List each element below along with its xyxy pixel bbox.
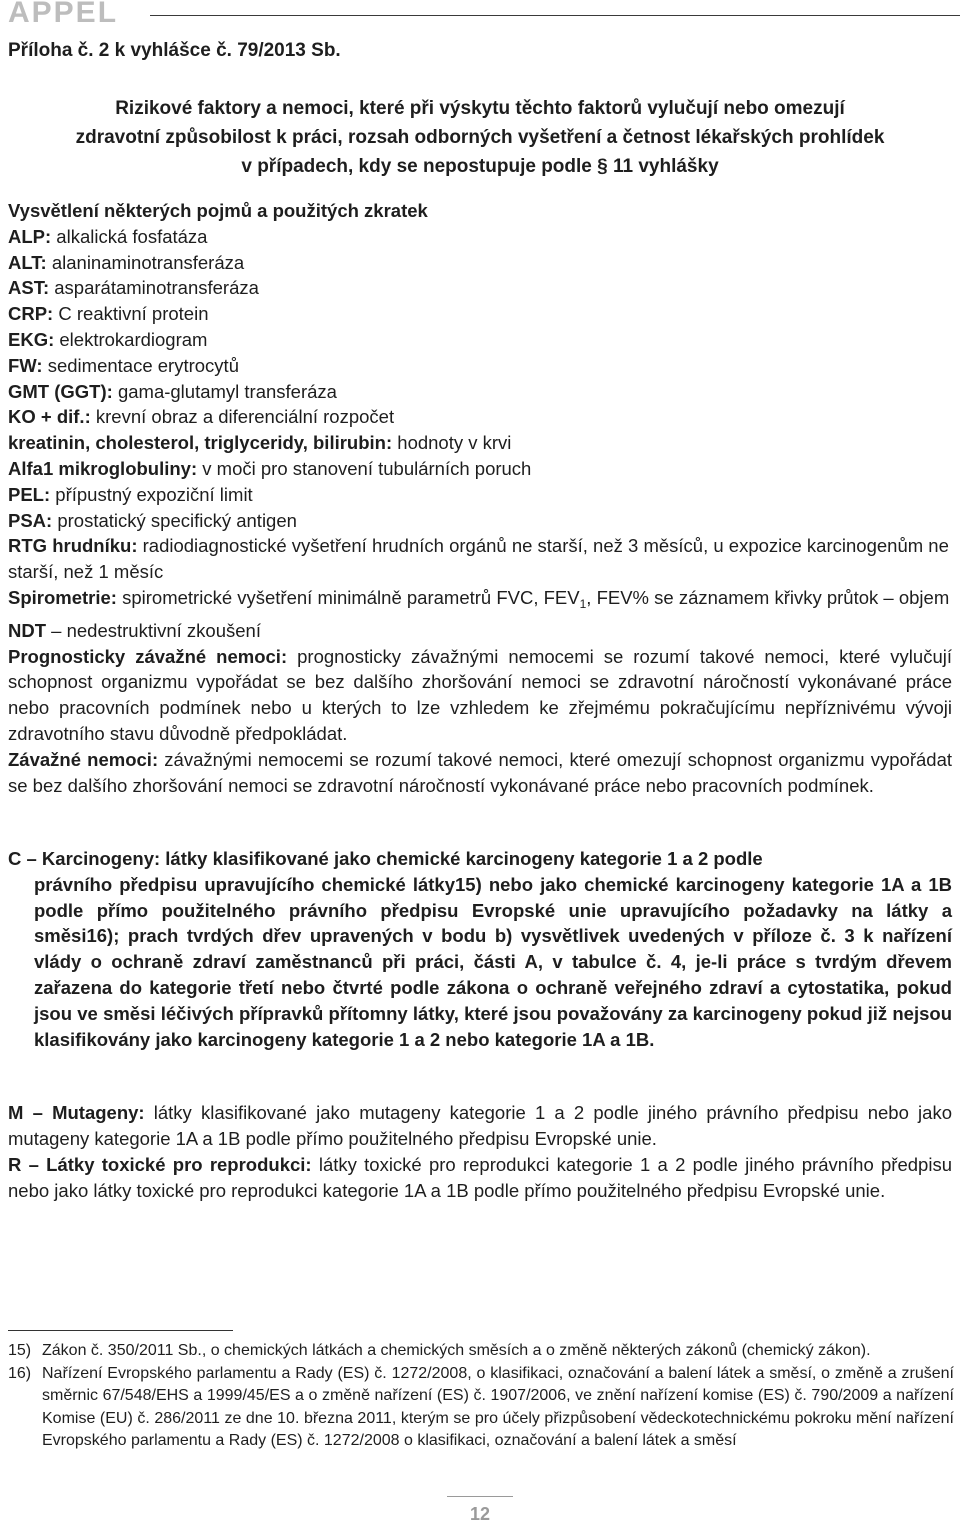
title-line: zdravotní způsobilost k práci, rozsah odborných vyšetření a četnost lékařských prohlídek [75, 127, 885, 148]
category-c-carcinogens: C – Karcinogeny: látky klasifikované jako chemické karcinogeny kategorie 1 a 2 podle právního předpisu upravujícího chemické látky15) nebo jako chemické karcinogeny kategorie 1A a 1B podle přímo použitelného právního předpisu Evropské unie upravujícího požadavky na látky a směsi16); prach tvrdých dřev upravených v bodu b) vysvětlivek uvedených v příloze č. 3 k nařízení vlády o ochraně zdraví zaměstnanců při práci, části A, v tabulce č. 4, je-li práce s tvrdým dřevem zařazena do kategorie třetí nebo čtvrté podle zákona o ochraně veřejného zdraví a cytostatika, pokud jsou ve směsi léčivých přípravků přítomny látky, které jsou považovány za karcinogeny pokud již nejsou klasifikovány jako karcinogeny kategorie 1 a 2 nebo kategorie 1A a 1B. [8, 846, 952, 1052]
category-m-text: látky klasifikované jako mutageny kategorie 1 a 2 podle jiného právního předpisu nebo jako mutageny kategorie 1A a 1B podle přímo použitelného předpisu Evropské unie. [8, 1102, 952, 1149]
page-number: 12 [469, 1504, 491, 1524]
page-title [0, 94, 960, 181]
footnote-number: 16) [8, 1364, 32, 1382]
category-r-reproductive-toxicants [8, 1152, 952, 1204]
category-m-label: M – Mutageny: [8, 1102, 145, 1123]
glossary-heading: Vysvětlení některých pojmů a použitých zkratek [8, 200, 428, 221]
category-r-label: R – Látky toxické pro reprodukci: [8, 1154, 312, 1175]
page-number-rule [447, 1496, 513, 1497]
glossary-item-blood-values: kreatinin, cholesterol, triglyceridy, bilirubin: hodnoty v krvi [8, 432, 512, 454]
glossary-item-alt: ALT: alaninaminotransferáza [8, 251, 245, 273]
footnote-separator [8, 1330, 233, 1331]
glossary-section [8, 198, 952, 798]
header-rule [150, 15, 960, 16]
category-c-label: C – Karcinogeny: [8, 848, 161, 869]
category-c-text: právního předpisu upravujícího chemické látky15) nebo jako chemické karcinogeny kategorie 1A a 1B podle přímo použitelného právního předpisu Evropské unie upravujícího požadavky na látky a směsi16); prach tvrdých dřev upravených v bodu b) vysvětlivek uvedených v příloze č. 3 k nařízení vlády o ochraně zdraví zaměstnanců při práci, části A, v tabulce č. 4, je-li práce s tvrdým dřevem zařazena do kategorie třetí nebo čtvrté podle zákona o ochraně veřejného zdraví a cytostatika, pokud jsou ve směsi léčivých přípravků přítomny látky, které jsou považovány za karcinogeny pokud již nejsou klasifikovány jako karcinogeny kategorie 1 a 2 nebo kategorie 1A a 1B. [34, 873, 952, 1050]
glossary-item-ekg: EKG: elektrokardiogram [8, 328, 208, 350]
glossary-item-pel: PEL: přípustný expoziční limit [8, 483, 253, 505]
title-line: Rizikové faktory a nemoci, které při výskytu těchto faktorů vylučují nebo omezují [115, 98, 845, 119]
glossary-item-rtg: RTG hrudníku: radiodiagnostické vyšetření hrudních orgánů ne starší, než 3 měsíců, u expozice karcinogenům ne starší, než 1 měsíc [8, 535, 949, 583]
category-m-mutagens [8, 1100, 952, 1152]
annex-subtitle: Příloha č. 2 k vyhlášce č. 79/2013 Sb. [8, 40, 341, 61]
glossary-item-psa: PSA: prostatický specifický antigen [8, 509, 297, 531]
glossary-item-serious-diseases: Závažné nemoci: závažnými nemocemi se rozumí takové nemoci, které omezují schopnost organizmu vypořádat se bez dalšího zhoršování nemoci se zdravotní náročností vykonávané práce nebo pracovních podmínek. [8, 748, 953, 796]
brand-logo: APPEL [8, 0, 119, 29]
glossary-item-alfa1: Alfa1 mikroglobuliny: v moči pro stanovení tubulárních poruch [8, 457, 532, 479]
footnote-15 [8, 1340, 954, 1363]
glossary-item-alp: ALP: alkalická fosfatáza [8, 225, 208, 247]
footnote-16 [8, 1363, 954, 1453]
glossary-item-prognostic-diseases: Prognosticky závažné nemoci: prognosticky závažnými nemocemi se rozumí takové nemoci, které vylučují schopnost organizmu vypořádat se bez dalšího zhoršování nemoci se zdravotní náročností vykonávané práce nebo pracovních podmínek nebo u kterých to lze vzhledem ke zřejmému pokračujícímu nepříznivému vývoji zdravotního stavu důvodně předpokládat. [8, 645, 952, 744]
footnote-text: Zákon č. 350/2011 Sb., o chemických látkách a chemických směsích a o změně některých zákonů (chemický zákon). [42, 1342, 871, 1359]
footnotes [8, 1340, 954, 1453]
footnote-number: 15) [8, 1342, 32, 1359]
glossary-item-gmt: GMT (GGT): gama-glutamyl transferáza [8, 380, 337, 402]
glossary-item-ndt: NDT – nedestruktivní zkoušení [8, 619, 261, 641]
title-line: v případech, kdy se nepostupuje podle § 11 vyhlášky [241, 156, 719, 177]
glossary-item-ko: KO + dif.: krevní obraz a diferenciální rozpočet [8, 406, 395, 428]
glossary-item-fw: FW: sedimentace erytrocytů [8, 354, 239, 376]
glossary-item-crp: CRP: C reaktivní protein [8, 303, 209, 325]
category-r-text: látky toxické pro reprodukci kategorie 1 a 2 podle jiného právního předpisu nebo jako látky toxické pro reprodukci kategorie 1A a 1B podle přímo použitelného předpisu Evropské unie. [8, 1154, 952, 1201]
glossary-item-spirometry: Spirometrie: spirometrické vyšetření minimálně parametrů FVC, $FEV_1$, FEV% se záznamem křivky průtok – objem [8, 586, 950, 611]
glossary-item-ast: AST: asparátaminotransferáza [8, 277, 259, 299]
footnote-text: Nařízení Evropského parlamentu a Rady (ES) č. 1272/2008, o klasifikaci, označování a balení látek a směsí, o změně a zrušení směrnic 67/548/EHS a 1999/45/ES a o změně nařízení (ES) č. 1907/2006, ve znění nařízení komise (ES) č. 790/2009 a nařízení Komise (EU) č. 286/2011 ze dne 10. března 2011, kterým se pro účely přizpůsobení vědeckotechnickému pokroku mění nařízení Evropského parlamentu a Rady (ES) č. 1272/2008 o klasifikaci, označování a balení látek a směsí [42, 1364, 954, 1449]
